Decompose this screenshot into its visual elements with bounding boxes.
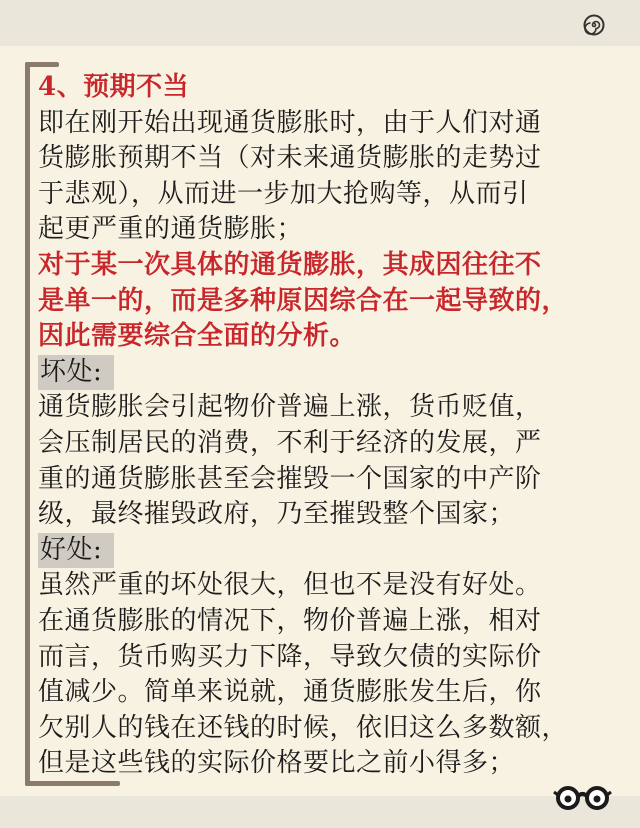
benefit-line: 值减少。简单来说就，通货膨胀发生后，你 bbox=[38, 677, 542, 708]
benefit-label: 好处: bbox=[38, 533, 114, 569]
benefit-line: 虽然严重的坏处很大，但也不是没有好处。 bbox=[38, 570, 542, 601]
top-band bbox=[0, 0, 640, 46]
bottom-band bbox=[0, 796, 640, 828]
body-line: 货膨胀预期不当（对未来通货膨胀的走势过 bbox=[38, 143, 542, 174]
benefit-line: 欠别人的钱在还钱的时候，依旧这么多数额， bbox=[38, 712, 569, 743]
harm-line: 重的通货膨胀甚至会摧毁一个国家的中产阶 bbox=[38, 463, 542, 494]
glasses-icon bbox=[553, 783, 613, 811]
body-line: 起更严重的通货膨胀； bbox=[38, 214, 304, 245]
document-content bbox=[38, 70, 618, 782]
benefit-line: 但是这些钱的实际价格要比之前小得多； bbox=[38, 748, 516, 779]
emphasis-line: 是单一的，而是多种原因综合在一起导致的， bbox=[38, 285, 569, 316]
emphasis-line: 对于某一次具体的通货膨胀，其成因往往不 bbox=[38, 249, 542, 280]
benefit-line: 而言，货币购买力下降，导致欠债的实际价 bbox=[38, 641, 542, 672]
harm-line: 级，最终摧毁政府，乃至摧毁整个国家； bbox=[38, 499, 516, 530]
body-line: 即在刚开始出现通货膨胀时，由于人们对通 bbox=[38, 107, 542, 138]
frame-left-bar bbox=[25, 62, 30, 786]
body-line: 于悲观），从而进一步加大抢购等，从而引 bbox=[38, 178, 529, 209]
section-heading: 4、预期不当 bbox=[38, 72, 190, 102]
harm-line: 会压制居民的消费，不利于经济的发展，严 bbox=[38, 427, 542, 458]
benefit-line: 在通货膨胀的情况下，物价普遍上涨，相对 bbox=[38, 605, 542, 636]
harm-line: 通货膨胀会引起物价普遍上涨，货币贬值， bbox=[38, 392, 542, 423]
emphasis-line: 因此需要综合全面的分析。 bbox=[38, 321, 357, 352]
spiral-icon bbox=[583, 14, 605, 36]
harm-label: 坏处: bbox=[38, 355, 114, 391]
frame-top-bar bbox=[25, 62, 59, 67]
